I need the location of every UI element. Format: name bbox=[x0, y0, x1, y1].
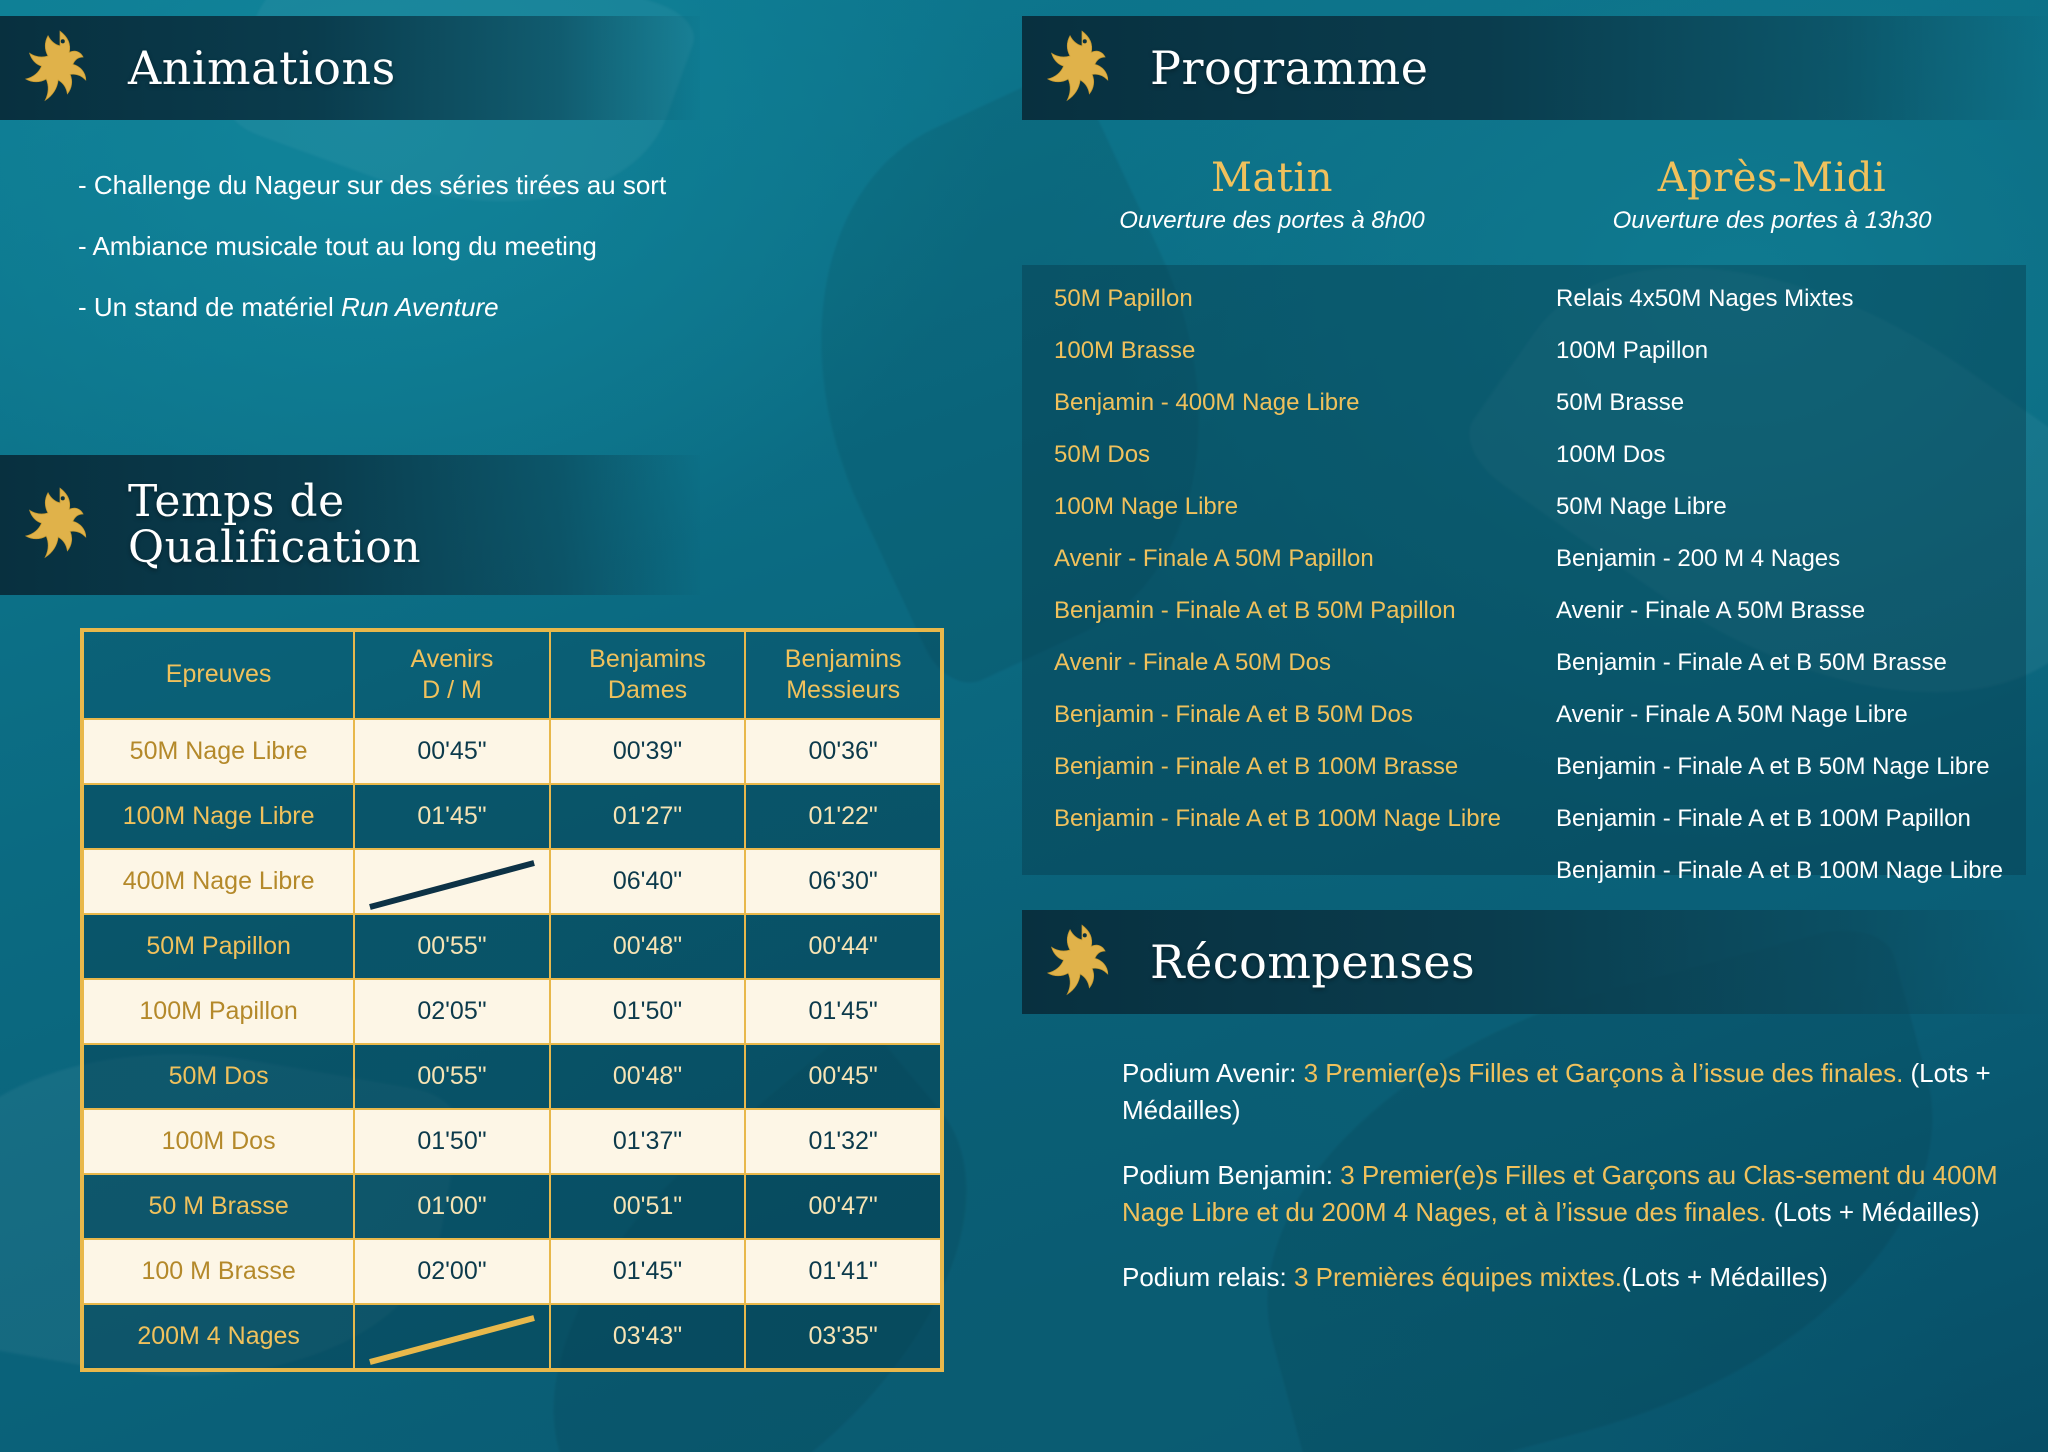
cell-dames: 01'50" bbox=[550, 979, 746, 1044]
table-header-row bbox=[83, 631, 941, 719]
recompense-text: 3 Premier(e)s Filles et Garçons au Clas-sement du 400M Nage Libre et du 200M 4 Nages, et à l’issue des finales. bbox=[1122, 1159, 1998, 1227]
apresmidi-title: Après-Midi bbox=[1657, 155, 1887, 201]
table-row bbox=[83, 1044, 941, 1109]
table-row bbox=[83, 719, 941, 784]
column-header-benjamins-messieurs: Benjamins Messieurs bbox=[745, 631, 941, 719]
recompenses-list bbox=[1122, 1055, 2022, 1324]
table-row bbox=[83, 1239, 941, 1304]
list-item: 50M Brasse bbox=[1556, 389, 1685, 416]
griffin-crest-icon bbox=[1036, 22, 1128, 114]
cell-dames: 01'45" bbox=[550, 1239, 746, 1304]
cell-dames: 00'51" bbox=[550, 1174, 746, 1239]
griffin-crest-icon bbox=[14, 479, 106, 571]
cell-avenirs-empty bbox=[354, 849, 549, 914]
programme-apresmidi-heading bbox=[1522, 155, 2022, 235]
cell-epreuve: 400M Nage Libre bbox=[83, 849, 354, 914]
cell-avenirs: 01'00" bbox=[354, 1174, 549, 1239]
cell-messieurs: 01'41" bbox=[745, 1239, 941, 1304]
list-item: Avenir - Finale A 50M Papillon bbox=[1054, 545, 1374, 572]
column-header-benjamins-dames: Benjamins Dames bbox=[550, 631, 746, 719]
recompense-item bbox=[1122, 1259, 2022, 1296]
cell-epreuve: 50 M Brasse bbox=[83, 1174, 354, 1239]
programme-apresmidi-events bbox=[1524, 285, 2026, 884]
table-row bbox=[83, 1174, 941, 1239]
cell-messieurs: 00'44" bbox=[745, 914, 941, 979]
list-item: Benjamin - Finale A et B 100M Papillon bbox=[1556, 805, 1971, 832]
griffin-crest-icon bbox=[1036, 916, 1128, 1008]
cell-messieurs: 01'32" bbox=[745, 1109, 941, 1174]
cell-messieurs: 00'47" bbox=[745, 1174, 941, 1239]
list-item: Benjamin - Finale A et B 100M Nage Libre bbox=[1556, 857, 2003, 884]
programme-headings bbox=[1022, 155, 2022, 235]
matin-subtitle: Ouverture des portes à 8h00 bbox=[1119, 207, 1425, 234]
programme-matin-heading bbox=[1022, 155, 1522, 235]
cell-avenirs: 00'45" bbox=[354, 719, 549, 784]
list-item: Benjamin - 200 M 4 Nages bbox=[1556, 545, 1841, 572]
list-item: Benjamin - Finale A et B 50M Dos bbox=[1054, 701, 1413, 728]
list-item: Avenir - Finale A 50M Dos bbox=[1054, 649, 1332, 676]
animations-list bbox=[78, 170, 858, 353]
list-item: 100M Dos bbox=[1556, 441, 1666, 468]
list-item: 100M Nage Libre bbox=[1054, 493, 1239, 520]
list-item: Benjamin - Finale A et B 50M Papillon bbox=[1054, 597, 1456, 624]
cell-dames: 00'48" bbox=[550, 1044, 746, 1109]
cell-dames: 06'40" bbox=[550, 849, 746, 914]
cell-epreuve: 50M Dos bbox=[83, 1044, 354, 1109]
qualification-title bbox=[128, 475, 422, 573]
cell-epreuve: 50M Papillon bbox=[83, 914, 354, 979]
cell-epreuve: 100M Nage Libre bbox=[83, 784, 354, 849]
table-row bbox=[83, 849, 941, 914]
recompense-text: 3 Premier(e)s Filles et Garçons à l’issue des finales. bbox=[1303, 1058, 1904, 1088]
cell-epreuve: 100M Dos bbox=[83, 1109, 354, 1174]
animations-banner bbox=[0, 16, 700, 120]
cell-dames: 01'37" bbox=[550, 1109, 746, 1174]
qualification-table bbox=[82, 630, 942, 1370]
apresmidi-subtitle: Ouverture des portes à 13h30 bbox=[1612, 207, 1932, 234]
list-item: 50M Dos bbox=[1054, 441, 1151, 468]
programme-events-box bbox=[1022, 265, 2026, 884]
cell-avenirs: 02'00" bbox=[354, 1239, 549, 1304]
recompense-label: Podium Benjamin: bbox=[1122, 1159, 1341, 1190]
cell-avenirs: 01'45" bbox=[354, 784, 549, 849]
cell-messieurs: 01'45" bbox=[745, 979, 941, 1044]
table-row bbox=[83, 979, 941, 1044]
cell-avenirs: 02'05" bbox=[354, 979, 549, 1044]
cell-messieurs: 06'30" bbox=[745, 849, 941, 914]
cell-dames: 01'27" bbox=[550, 784, 746, 849]
list-item: Benjamin - Finale A et B 50M Brasse bbox=[1556, 649, 1947, 676]
recompense-suffix: (Lots + Médailles) bbox=[1766, 1196, 1980, 1227]
list-item: Benjamin - 400M Nage Libre bbox=[1054, 389, 1360, 416]
cell-epreuve: 100 M Brasse bbox=[83, 1239, 354, 1304]
list-item: Relais 4x50M Nages Mixtes bbox=[1556, 285, 1854, 312]
qualification-title-line2: Qualification bbox=[128, 522, 422, 573]
recompense-item bbox=[1122, 1055, 2022, 1129]
cell-epreuve: 100M Papillon bbox=[83, 979, 354, 1044]
list-item: 100M Brasse bbox=[1054, 337, 1196, 364]
list-item: Benjamin - Finale A et B 100M Brasse bbox=[1054, 753, 1459, 780]
table-row bbox=[83, 784, 941, 849]
recompense-text: 3 Premières équipes mixtes. bbox=[1293, 1261, 1622, 1292]
recompenses-title: Récompenses bbox=[1150, 934, 1476, 989]
recompense-label: Podium relais: bbox=[1122, 1261, 1294, 1292]
qualification-banner bbox=[0, 455, 700, 595]
cell-epreuve: 50M Nage Libre bbox=[83, 719, 354, 784]
cell-epreuve: 200M 4 Nages bbox=[83, 1304, 354, 1369]
list-item: 50M Papillon bbox=[1054, 285, 1193, 312]
programme-banner bbox=[1022, 16, 2048, 120]
griffin-crest-icon bbox=[14, 22, 106, 114]
cell-dames: 03'43" bbox=[550, 1304, 746, 1369]
programme-title: Programme bbox=[1150, 40, 1429, 95]
recompense-label: Podium Avenir: bbox=[1122, 1058, 1304, 1088]
cell-messieurs: 01'22" bbox=[745, 784, 941, 849]
cell-dames: 00'48" bbox=[550, 914, 746, 979]
programme-matin-events bbox=[1022, 285, 1524, 875]
list-item: 50M Nage Libre bbox=[1556, 493, 1727, 520]
run-aventure-text: Run Aventure bbox=[341, 292, 499, 322]
recompense-item bbox=[1122, 1157, 2022, 1231]
list-item: - Ambiance musicale tout au long du meeting bbox=[78, 231, 597, 261]
cell-avenirs: 00'55" bbox=[354, 1044, 549, 1109]
list-item: Benjamin - Finale A et B 100M Nage Libre bbox=[1054, 805, 1501, 832]
matin-title: Matin bbox=[1211, 155, 1333, 201]
recompense-suffix: (Lots + Médailles) bbox=[1122, 1058, 1991, 1125]
cell-messieurs: 00'36" bbox=[745, 719, 941, 784]
list-item: - Un stand de matériel Run Aventure bbox=[78, 292, 499, 322]
column-header-epreuves: Epreuves bbox=[83, 631, 354, 719]
column-header-avenirs: Avenirs D / M bbox=[354, 631, 549, 719]
list-item: - Challenge du Nageur sur des séries tirées au sort bbox=[78, 170, 667, 200]
cell-avenirs: 01'50" bbox=[354, 1109, 549, 1174]
cell-avenirs-empty bbox=[354, 1304, 549, 1369]
table-row bbox=[83, 914, 941, 979]
recompenses-banner bbox=[1022, 910, 2048, 1014]
list-item: Avenir - Finale A 50M Nage Libre bbox=[1556, 701, 1908, 728]
cell-messieurs: 00'45" bbox=[745, 1044, 941, 1109]
cell-messieurs: 03'35" bbox=[745, 1304, 941, 1369]
list-item: Avenir - Finale A 50M Brasse bbox=[1556, 597, 1866, 624]
qualification-title-line1: Temps de bbox=[128, 475, 345, 527]
table-row bbox=[83, 1109, 941, 1174]
list-item: Benjamin - Finale A et B 50M Nage Libre bbox=[1556, 753, 1990, 780]
table-row bbox=[83, 1304, 941, 1369]
cell-avenirs: 00'55" bbox=[354, 914, 549, 979]
list-item: 100M Papillon bbox=[1556, 337, 1709, 364]
animations-title: Animations bbox=[128, 40, 396, 95]
recompense-suffix: (Lots + Médailles) bbox=[1622, 1261, 1828, 1292]
cell-dames: 00'39" bbox=[550, 719, 746, 784]
